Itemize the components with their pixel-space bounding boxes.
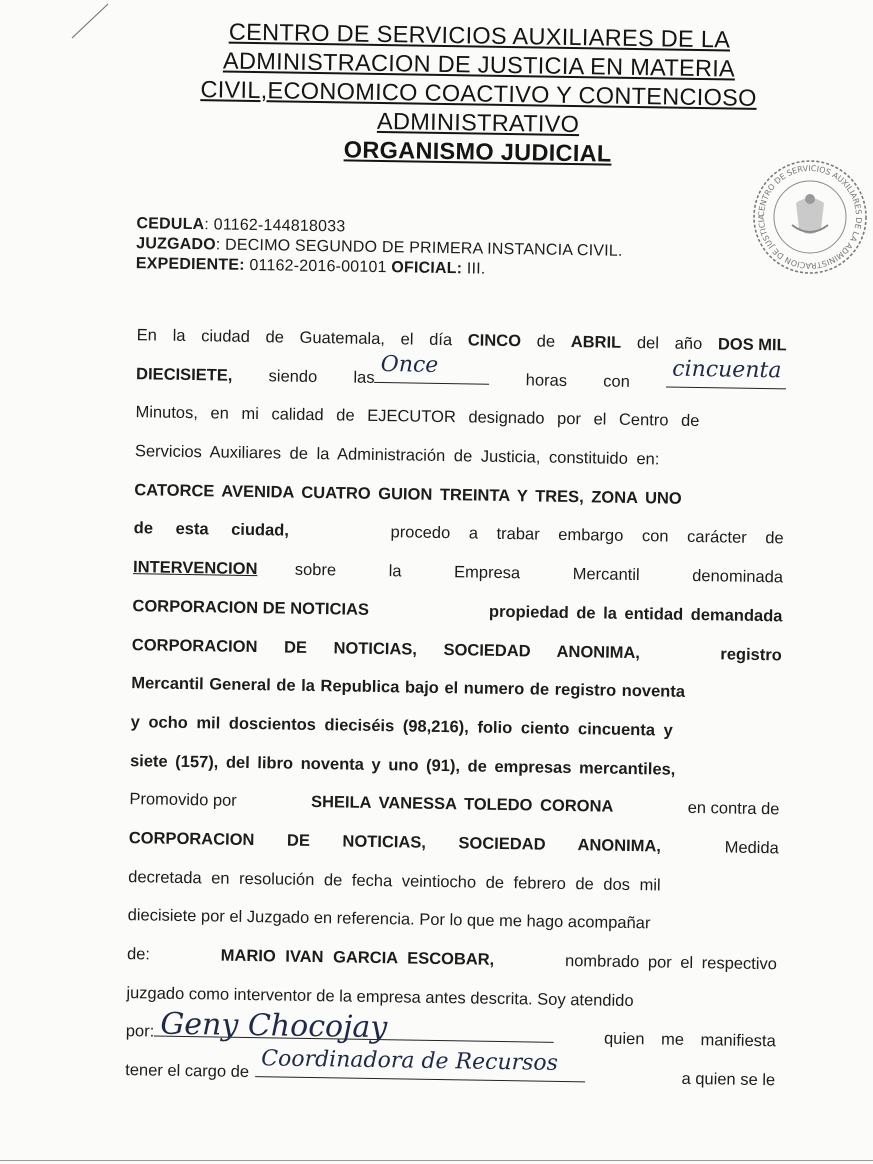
intervencion-word: INTERVENCION (132, 558, 258, 579)
company-name: CORPORACION DE NOTICIAS, SOCIEDAD ANONIMA, (131, 635, 641, 662)
text: tener el cargo de (125, 1061, 250, 1082)
header-line-1: CENTRO DE SERVICIOS AUXILIARES DE LA (228, 18, 731, 53)
word: la (172, 326, 186, 345)
handwritten-minutes: cincuenta (672, 356, 782, 384)
word: Guatemala, (299, 328, 386, 349)
text: de esta ciudad, (133, 519, 290, 541)
text: diecisiete por el Juzgado en referencia. Por lo que me hago acompañar (127, 906, 651, 933)
text: juzgado como interventor de la empresa antes descrita. Soy atendido (126, 983, 634, 1010)
juzgado-value: DECIMO SEGUNDO DE PRIMERA INSTANCIA CIVIL. (224, 236, 623, 260)
handwritten-hour: Once (380, 352, 439, 378)
hour-group (353, 352, 490, 399)
text: propiedad de la entidad demandada (488, 602, 783, 626)
seal-ring-text: CENTRO DE SERVICIOS AUXILIARES DE LA ADMINISTRACION DE JUSTICIA (756, 163, 864, 271)
year-word-2: DIECISIETE, (136, 364, 233, 385)
word: siendo (268, 366, 318, 386)
pen-scratch-mark (70, 0, 120, 40)
text: Promovido por (129, 790, 237, 811)
position-group (125, 1046, 585, 1097)
handwritten-attendee-name: Geny Chocojay (160, 1006, 388, 1045)
oficial-value: III. (466, 260, 486, 278)
page-bottom-edge (0, 1160, 873, 1161)
word: el (400, 330, 414, 349)
hour-blank (374, 352, 489, 385)
address-text: CATORCE AVENIDA CUATRO GUION TREINTA Y TRES, ZONA UNO (134, 480, 682, 508)
word: del (636, 334, 660, 353)
word: ciudad (201, 327, 250, 346)
word: En (136, 326, 158, 345)
cedula-label: CEDULA (136, 215, 205, 234)
cedula-row: CEDULA: 01162-144818033 (136, 215, 346, 236)
case-metadata (136, 214, 623, 282)
word: con (603, 372, 630, 391)
text: Medida (724, 838, 779, 858)
cedula-value: 01162-144818033 (213, 216, 346, 236)
position-blank (255, 1046, 585, 1082)
day-word: CINCO (467, 331, 522, 351)
header-line-4: ADMINISTRATIVO (376, 107, 580, 138)
document-body (125, 316, 787, 1100)
text: Servicios Auxiliares de la Administración de Justicia, constituido en: (134, 442, 660, 469)
document-header (162, 17, 794, 172)
oficial-label: OFICIAL: (391, 259, 463, 278)
text: y ocho mil doscientos dieciséis (98,216), folio ciento cincuenta y (130, 713, 673, 740)
juzgado-label: JUZGADO (136, 235, 216, 254)
company-name: CORPORACION DE NOTICIAS, SOCIEDAD ANONIMA, (128, 829, 662, 856)
text: siete (157), del libro noventa y uno (91), de empresas mercantiles, (129, 751, 676, 779)
text: por: (125, 1022, 155, 1041)
text: de: (126, 945, 151, 964)
word: de (536, 332, 556, 351)
text: procedo a trabar embargo con carácter de (390, 523, 784, 548)
text: a quien se le (681, 1069, 776, 1090)
word: de (265, 328, 285, 347)
word: día (429, 330, 453, 350)
plaintiff-name: SHEILA VANESSA TOLEDO CORONA (310, 793, 614, 816)
header-line-2: ADMINISTRACION DE JUSTICIA EN MATERIA (222, 47, 736, 82)
attended-by-blank (154, 1006, 554, 1045)
text: nombrado por el respectivo (564, 951, 778, 974)
text: en contra de (687, 799, 780, 819)
text: sobre la Empresa Mercantil denominada (294, 560, 784, 587)
interventor-name: MARIO IVAN GARCIA ESCOBAR, (220, 946, 495, 969)
text: quien me manifiesta (603, 1029, 776, 1051)
year-word: DOS MIL (717, 335, 787, 355)
text: decretada en resolución de fecha veintiocho de febrero de dos mil (128, 867, 661, 895)
expediente-label: EXPEDIENTE: (135, 255, 245, 274)
handwritten-position: Coordinadora de Recursos (261, 1046, 559, 1077)
text: Minutos, en mi calidad de EJECUTOR designado por el Centro de (135, 403, 700, 431)
header-line-3: CIVIL,ECONOMICO COACTIVO Y CONTENCIOSO (200, 76, 757, 111)
header-line-5: ORGANISMO JUDICIAL (343, 136, 612, 167)
word: año (674, 334, 703, 354)
company-name: CORPORACION DE NOTICIAS (132, 596, 370, 619)
text: registro (720, 644, 782, 664)
word: horas (525, 370, 568, 390)
text: Mercantil General de la Republica bajo el numero de registro noventa (131, 674, 686, 702)
minutes-blank (666, 356, 786, 389)
word: las (353, 368, 375, 387)
juzgado-row: JUZGADO: DECIMO SEGUNDO DE PRIMERA INSTANCIA CIVIL. (136, 235, 623, 260)
month-word: ABRIL (570, 333, 622, 352)
expediente-value: 01162-2016-00101 (249, 256, 387, 277)
official-seal-stamp (748, 155, 873, 280)
